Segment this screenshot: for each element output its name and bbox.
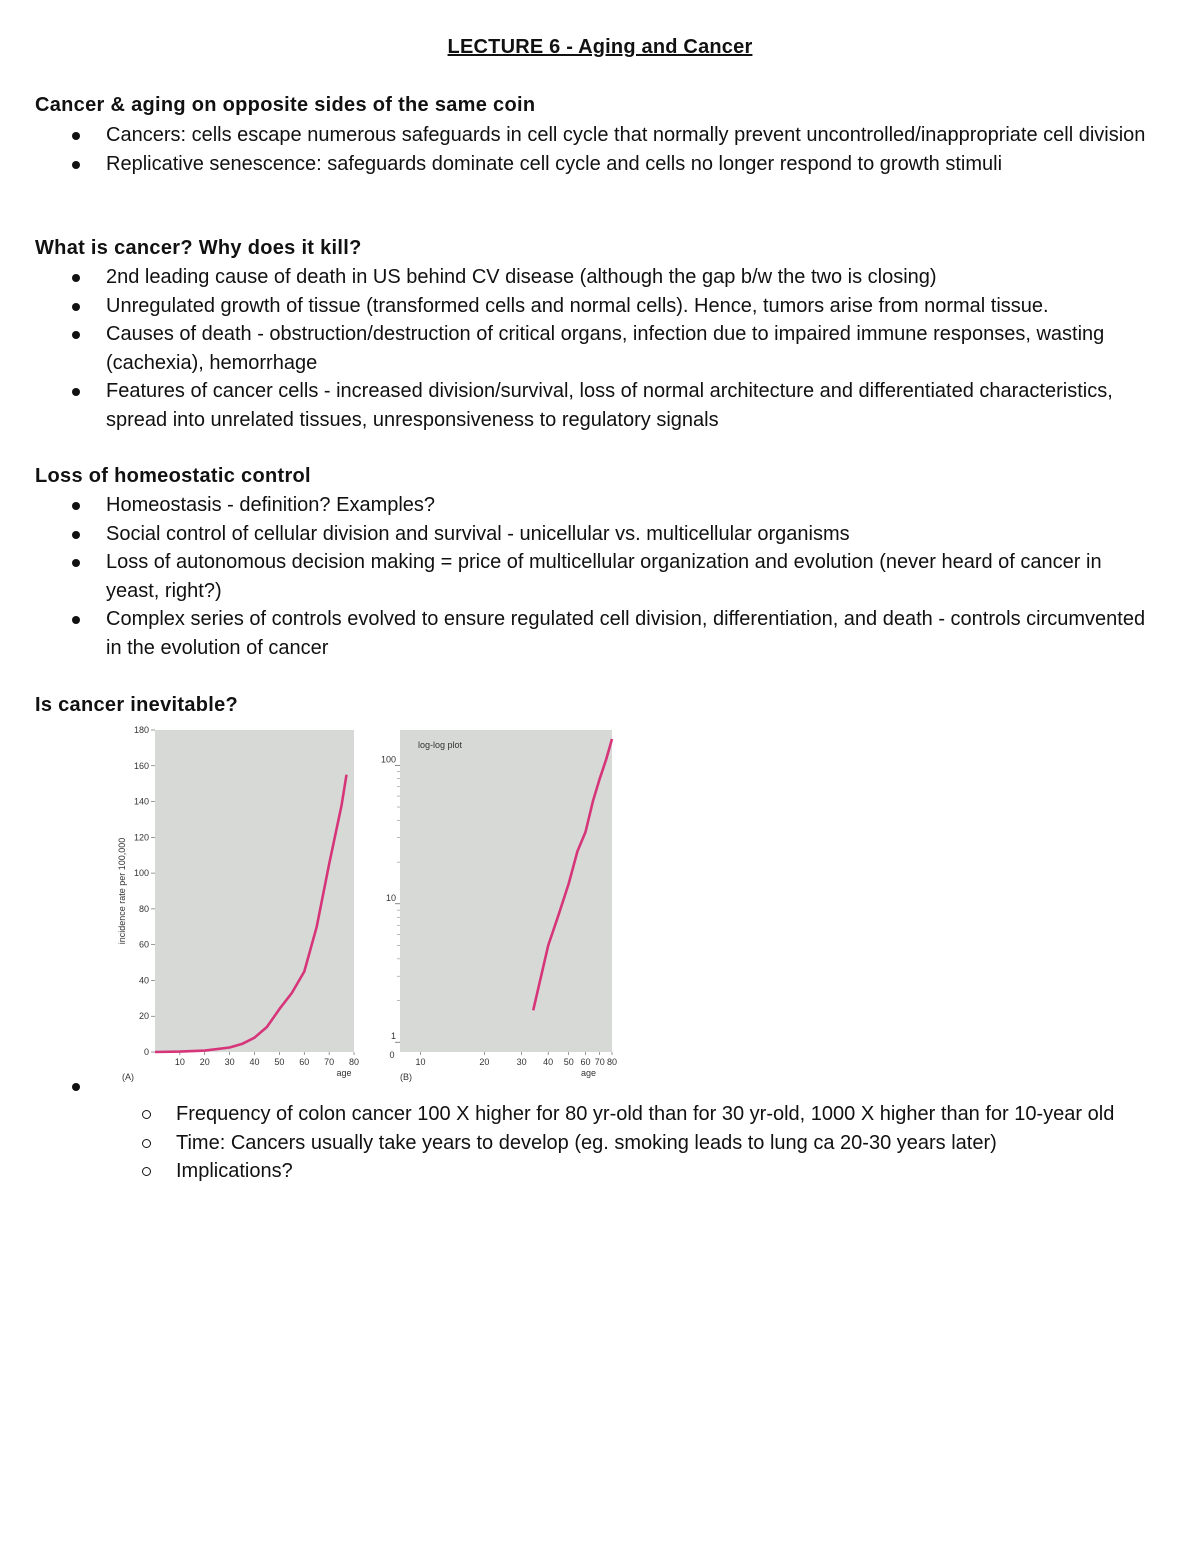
list-item-text: Unregulated growth of tissue (transformed cells and normal cells). Hence, tumors arise from normal tissue. (106, 294, 1049, 317)
list-item (0, 548, 1200, 605)
list-item (0, 1072, 1200, 1101)
y-origin-label: 0 (389, 1050, 395, 1060)
list-item (0, 121, 1200, 150)
y-tick-label: 180 (133, 725, 149, 735)
x-tick-label: 10 (174, 1057, 185, 1067)
x-tick-label: 70 (594, 1057, 605, 1067)
bullet-dot-icon (72, 531, 80, 539)
list-item-text: Social control of cellular division and survival - unicellular vs. multicellular organisms (106, 522, 850, 545)
x-tick-label: 30 (224, 1057, 235, 1067)
panel-label: (A) (122, 1072, 134, 1082)
list-item-text: Loss of autonomous decision making = price of multicellular organization and evolution (never heard of cancer in yeast, right?) (106, 551, 1102, 602)
y-tick-label: 1 (390, 1031, 396, 1042)
panel-label: (B) (400, 1072, 412, 1082)
x-tick-label: 50 (274, 1057, 285, 1067)
list-item-text: Homeostasis - definition? Examples? (106, 494, 436, 516)
hollow-bullet-icon (142, 1110, 151, 1119)
chart-b-svg (376, 724, 626, 1086)
sub-list-item-text: Time: Cancers usually take years to develop (eg. smoking leads to lung ca 20-30 years later) (176, 1131, 997, 1154)
y-tick-label: 20 (138, 1011, 149, 1022)
page-title: LECTURE 6 - Aging and Cancer (447, 36, 753, 58)
list-item (0, 292, 1200, 321)
list-item-text: Complex series of controls evolved to ensure regulated cell division, differentiation, and death - controls circumvented in the evolution of cancer (106, 608, 1146, 659)
y-tick-label: 40 (138, 975, 149, 986)
chart-a-svg (112, 724, 372, 1086)
x-tick-label: 60 (299, 1057, 310, 1067)
hollow-bullet-icon (142, 1167, 151, 1176)
y-tick-label: 100 (133, 868, 149, 879)
list-item-text: Cancers: cells escape numerous safeguards in cell cycle that normally prevent uncontrolled/inappropriate cell division (106, 124, 1146, 146)
bullet-dot-icon (72, 303, 80, 311)
section-heading-homeostatic: Loss of homeostatic control (35, 465, 311, 487)
list-item-text: Replicative senescence: safeguards dominate cell cycle and cells no longer respond to growth stimuli (106, 152, 1003, 175)
bullet-dot-icon (72, 132, 80, 140)
x-tick-label: 60 (580, 1057, 591, 1067)
bullet-dot-icon (72, 1083, 80, 1091)
section-heading-coin: Cancer & aging on opposite sides of the same coin (35, 94, 536, 116)
plot-area (400, 730, 612, 1052)
plot-annotation: log-log plot (418, 740, 463, 750)
bullet-dot-icon (72, 388, 80, 396)
x-tick-label: 50 (563, 1057, 574, 1067)
list-item-text: Features of cancer cells - increased division/survival, loss of normal architecture and differentiated characteristics, spread into unrelated tissues, unresponsiveness to regulatory signals (106, 380, 1113, 431)
figure-b-loglog-incidence (376, 724, 626, 1086)
y-tick-label: 10 (385, 892, 396, 903)
bullet-dot-icon (72, 502, 80, 510)
bullet-dot-icon (72, 161, 80, 169)
bullet-dot-icon (72, 616, 80, 624)
x-tick-label: 20 (199, 1057, 210, 1067)
x-axis-label: age (581, 1068, 597, 1078)
figure-a-linear-incidence (112, 724, 372, 1086)
x-axis-label: age (336, 1068, 352, 1078)
sub-list-item (0, 1157, 1200, 1186)
y-tick-label: 60 (138, 939, 149, 950)
list-item-text: 2nd leading cause of death in US behind CV disease (although the gap b/w the two is closing) (106, 266, 937, 288)
x-tick-label: 80 (606, 1057, 618, 1067)
x-tick-label: 40 (249, 1057, 260, 1067)
list-item (0, 605, 1200, 662)
sub-bullet-list-inevitable (0, 1100, 1200, 1186)
hollow-bullet-icon (142, 1139, 151, 1148)
x-tick-label: 70 (324, 1057, 335, 1067)
section-heading-inevitable: Is cancer inevitable? (35, 694, 239, 716)
sub-list-item-text: Implications? (176, 1160, 293, 1182)
section-heading-what-is-cancer: What is cancer? Why does it kill? (35, 237, 362, 259)
y-tick-label: 120 (133, 832, 149, 843)
y-tick-label: 160 (133, 760, 149, 771)
sub-list-item (0, 1129, 1200, 1158)
bullet-dot-icon (72, 331, 80, 339)
x-tick-label: 30 (516, 1057, 527, 1067)
bullet-list-what-is-cancer (0, 263, 1200, 434)
y-tick-label: 100 (380, 754, 396, 765)
bullet-list-homeostatic (0, 491, 1200, 662)
list-item-text: Causes of death - obstruction/destruction of critical organs, infection due to impaired immune responses, wasting (cachexia), hemorrhage (106, 323, 1105, 374)
y-tick-label: 80 (138, 903, 149, 914)
bullet-dot-icon (72, 274, 80, 282)
sub-list-item (0, 1100, 1200, 1129)
bullet-dot-icon (72, 559, 80, 567)
x-tick-label: 40 (543, 1057, 554, 1067)
y-tick-label: 0 (143, 1047, 149, 1057)
bullet-list-coin (0, 121, 1200, 178)
x-tick-label: 10 (415, 1057, 426, 1067)
y-axis-label: incidence rate per 100,000 (117, 837, 127, 945)
list-item (0, 263, 1200, 292)
list-item (0, 320, 1200, 377)
list-item (0, 150, 1200, 179)
y-tick-label: 140 (133, 796, 149, 807)
sub-list-item-text: Frequency of colon cancer 100 X higher for 80 yr-old than for 30 yr-old, 1000 X higher than for 10-year old (176, 1103, 1115, 1125)
x-tick-label: 20 (479, 1057, 490, 1067)
list-item (0, 491, 1200, 520)
list-item (0, 520, 1200, 549)
x-tick-label: 80 (348, 1057, 360, 1067)
list-item (0, 377, 1200, 434)
bullet-list-inevitable (0, 1072, 1200, 1101)
